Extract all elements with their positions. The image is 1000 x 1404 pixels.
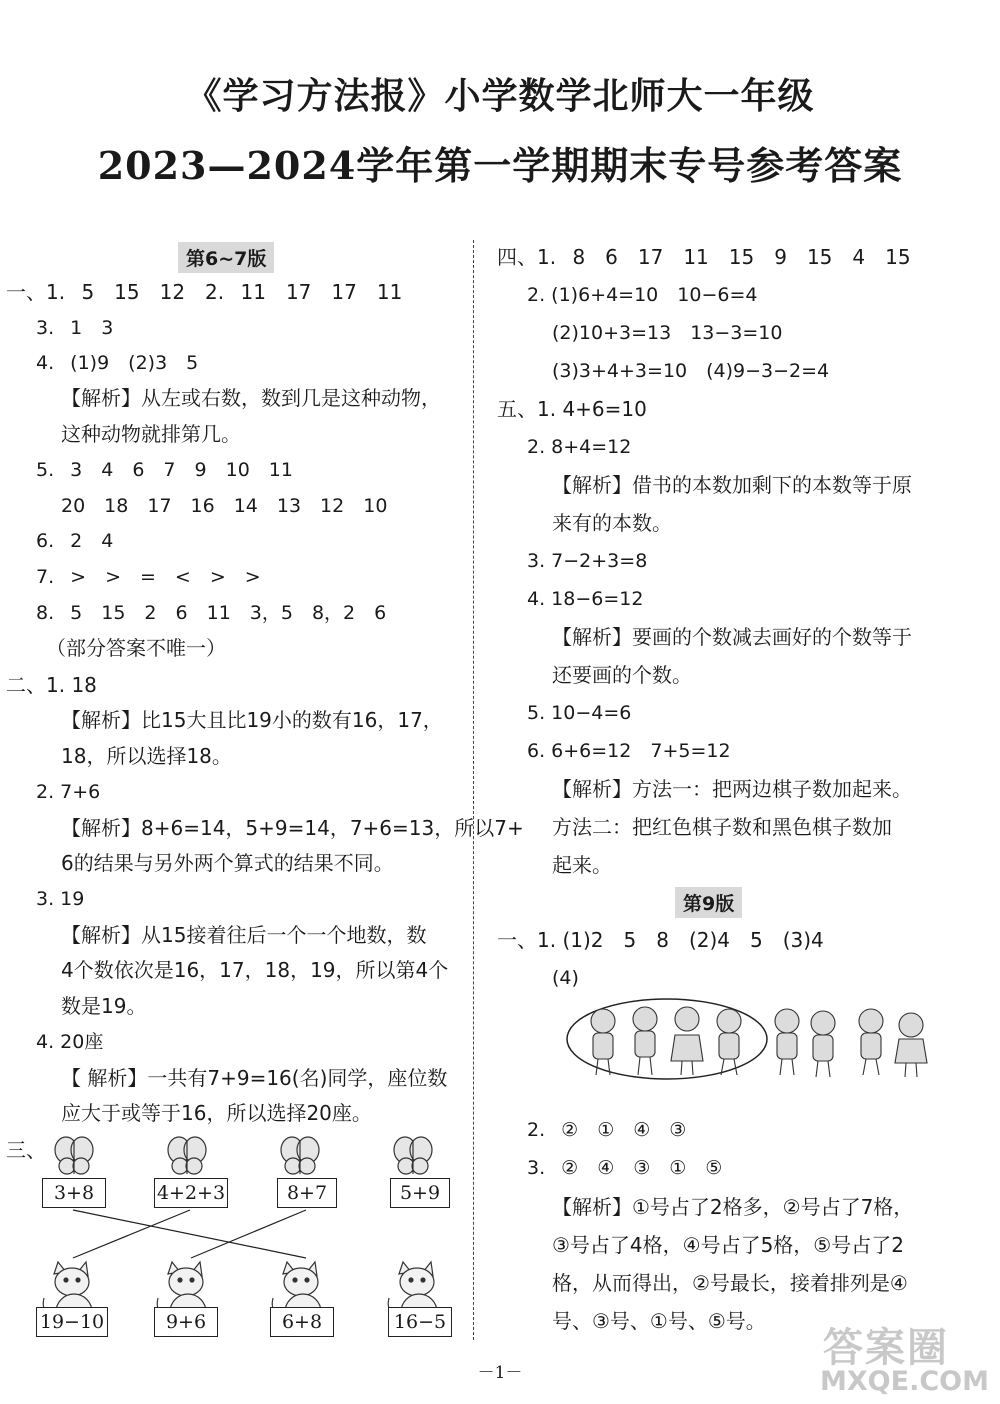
answer-line: 6. 2 4 <box>36 530 114 552</box>
child-icon <box>717 1009 741 1075</box>
butterfly-icon <box>394 1137 432 1174</box>
section-heading-9: 第9版 <box>675 887 742 918</box>
explanation-line: 起来。 <box>552 853 612 877</box>
explanation-line: 还要画的个数。 <box>552 663 692 687</box>
explanation-line: 【解析】方法一：把两边棋子数加起来。 <box>552 777 912 801</box>
explanation-line: 【解析】比15大且比19小的数有16，17， <box>61 708 443 732</box>
explanation-line: 【 解析】一共有7+9=16(名)同学，座位数 <box>61 1066 448 1090</box>
answer-line: (3)3+4+3=10 (4)9−3−2=4 <box>552 360 830 382</box>
answer-line: 3. 1 3 <box>36 317 114 339</box>
answer-line: 5. 3 4 6 7 9 10 11 <box>36 459 293 481</box>
answer-line: (2)10+3=13 13−3=10 <box>552 322 783 344</box>
watermark-url: MXQE.COM <box>820 1366 989 1397</box>
butterfly-icon <box>281 1137 319 1174</box>
section-heading-6-7: 第6~7版 <box>178 242 274 273</box>
explanation-line: 方法二：把红色棋子数和黑色棋子数加 <box>552 815 892 839</box>
note-line: （部分答案不唯一） <box>46 636 226 660</box>
children-illustration <box>565 995 943 1085</box>
answer-line: 7. > > = < > > <box>36 566 261 588</box>
answer-line: 4. (1)9 (2)3 5 <box>36 352 199 374</box>
explanation-line: 【解析】8+6=14，5+9=14，7+6=13，所以7+ <box>61 816 524 840</box>
answer-line: 2. (1)6+4=10 10−6=4 <box>527 284 758 306</box>
explanation-line: 【解析】①号占了2格多，②号占了7格， <box>552 1195 914 1219</box>
answer-line: (4) <box>552 967 579 989</box>
answer-line: 一、1. (1)2 5 8 (2)4 5 (3)4 <box>497 928 824 952</box>
answer-line: 8. 5 15 2 6 11 3，5 8，2 6 <box>36 602 387 624</box>
answer-line: 5. 10−4=6 <box>527 702 632 724</box>
bottom-box: 19−10 <box>36 1307 108 1337</box>
watermark-logo: 答案圈 <box>823 1325 949 1371</box>
explanation-line: 【解析】要画的个数减去画好的个数等于 <box>552 625 912 649</box>
answer-line: 2. 7+6 <box>36 781 101 803</box>
explanation-line: 4个数依次是16，17，18，19，所以第4个 <box>61 958 449 982</box>
child-icon <box>895 1013 927 1077</box>
explanation-line: 这种动物就排第几。 <box>61 422 241 446</box>
explanation-line: 【解析】从15接着往后一个一个地数，数 <box>61 923 427 947</box>
page-title: 《学习方法报》小学数学北师大一年级 <box>185 76 815 117</box>
answer-line: 4. 18−6=12 <box>527 588 644 610</box>
answer-line: 五、1. 4+6=10 <box>497 397 647 421</box>
answer-line: 3. ② ④ ③ ① ⑤ <box>527 1157 723 1179</box>
page-number: －1－ <box>477 1363 523 1383</box>
answer-line: 4. 20座 <box>36 1031 104 1053</box>
top-box: 5+9 <box>390 1178 450 1208</box>
explanation-line: 18，所以选择18。 <box>61 744 232 768</box>
answer-line: 3. 19 <box>36 888 85 910</box>
child-icon <box>859 1009 883 1075</box>
column-divider <box>473 240 475 1340</box>
child-icon <box>775 1009 799 1075</box>
child-icon <box>633 1007 657 1075</box>
child-icon <box>591 1009 615 1075</box>
part3-label: 三、 <box>6 1138 46 1162</box>
bottom-box: 16−5 <box>388 1307 452 1337</box>
butterfly-icons <box>46 1132 466 1180</box>
bottom-box: 9+6 <box>154 1307 218 1337</box>
bottom-box: 6+8 <box>270 1307 334 1337</box>
explanation-line: ③号占了4格，④号占了5格，⑤号占了2 <box>552 1233 904 1257</box>
matching-lines <box>6 1208 461 1268</box>
explanation-line: 格，从而得出，②号最长，接着排列是④ <box>552 1271 908 1295</box>
page-subtitle: 2023—2024学年第一学期期末专号参考答案 <box>97 143 903 188</box>
top-box: 8+7 <box>277 1178 337 1208</box>
explanation-line: 6的结果与另外两个算式的结果不同。 <box>61 851 394 875</box>
explanation-line: 应大于或等于16，所以选择20座。 <box>61 1101 372 1125</box>
explanation-line: 来有的本数。 <box>552 511 672 535</box>
answer-line: 二、1. 18 <box>6 673 97 697</box>
child-icon <box>811 1011 835 1077</box>
top-box: 4+2+3 <box>154 1178 228 1208</box>
answer-line: 2. 8+4=12 <box>527 436 632 458</box>
top-box: 3+8 <box>42 1178 106 1208</box>
explanation-line: 【解析】借书的本数加剩下的本数等于原 <box>552 473 912 497</box>
butterfly-icon <box>168 1137 206 1174</box>
answer-line: 20 18 17 16 14 13 12 10 <box>61 495 388 517</box>
explanation-line: 数是19。 <box>61 994 147 1018</box>
answer-line: 四、1. 8 6 17 11 15 9 15 4 15 <box>497 245 911 269</box>
answer-line: 6. 6+6=12 7+5=12 <box>527 740 731 762</box>
butterfly-icon <box>55 1137 93 1174</box>
explanation-line: 号、③号、①号、⑤号。 <box>552 1309 766 1333</box>
answer-line: 一、1. 5 15 12 2. 11 17 17 11 <box>6 280 403 304</box>
answer-line: 2. ② ① ④ ③ <box>527 1119 687 1141</box>
child-icon <box>671 1007 703 1075</box>
answer-line: 3. 7−2+3=8 <box>527 550 648 572</box>
explanation-line: 【解析】从左或右数，数到几是这种动物， <box>61 386 441 410</box>
